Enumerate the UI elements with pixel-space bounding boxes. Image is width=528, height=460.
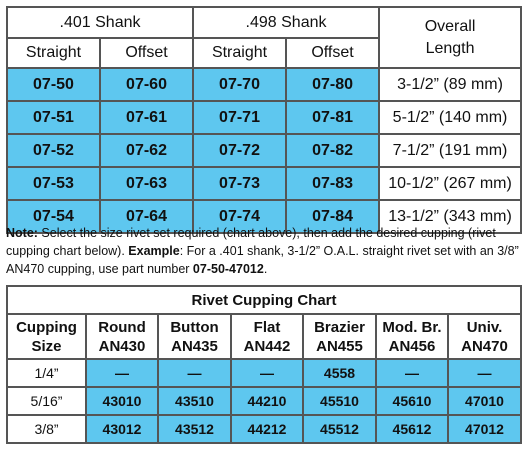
note-paragraph (6, 224, 522, 278)
table-row (7, 68, 521, 101)
table-row (7, 134, 521, 167)
offset-498-cell: 07-82 (286, 134, 379, 167)
table-row (7, 387, 521, 415)
overall-length-line1: Overall (424, 17, 476, 35)
note-text-1: Select the size rivet set required (chart above), then add the desired cupping (rivet cupping chart below). (6, 226, 496, 258)
offset-401-cell: 07-60 (100, 68, 193, 101)
header-line2: AN455 (316, 337, 363, 355)
cupping-value-cell: — (86, 359, 158, 387)
straight-401-cell: 07-54 (7, 200, 100, 233)
straight-401-cell: 07-53 (7, 167, 100, 200)
offset-401-cell: 07-62 (100, 134, 193, 167)
note-label: Note: (6, 226, 38, 240)
header-line2: AN435 (171, 337, 218, 355)
length-cell: 3-1/2” (89 mm) (379, 68, 521, 101)
table-row (7, 359, 521, 387)
cupping-value-cell: 44210 (231, 387, 303, 415)
offset-498-cell: 07-84 (286, 200, 379, 233)
header-line2: AN456 (388, 337, 436, 355)
straight-498-cell: 07-71 (193, 101, 286, 134)
table-row (7, 101, 521, 134)
offset-498-cell: 07-83 (286, 167, 379, 200)
shank-401-header: .401 Shank (7, 7, 193, 38)
offset-401-header: Offset (100, 38, 193, 68)
table-row (7, 167, 521, 200)
cupping-value-cell: 45612 (376, 415, 448, 443)
cupping-value-cell: 43012 (86, 415, 158, 443)
header-line1: Button (170, 318, 219, 336)
shank-498-header: .498 Shank (193, 7, 379, 38)
cupping-value-cell: — (448, 359, 521, 387)
length-cell: 5-1/2” (140 mm) (379, 101, 521, 134)
header-line1: Round (98, 318, 146, 336)
header-line1: Univ. (466, 318, 503, 336)
header-line1: Mod. Br. (382, 318, 442, 336)
offset-401-cell: 07-63 (100, 167, 193, 200)
length-cell: 7-1/2” (191 mm) (379, 134, 521, 167)
cupping-value-cell: — (158, 359, 231, 387)
header-line1: Cupping (16, 318, 77, 336)
cupping-size-header (7, 314, 86, 359)
rivet-cupping-chart (6, 285, 522, 444)
cupping-value-cell: 47010 (448, 387, 521, 415)
header-line1: Brazier (314, 318, 365, 336)
header-line1: Flat (253, 318, 281, 336)
cupping-value-cell: 43510 (158, 387, 231, 415)
length-cell: 10-1/2” (267 mm) (379, 167, 521, 200)
straight-498-cell: 07-72 (193, 134, 286, 167)
cupping-value-cell: 45510 (303, 387, 376, 415)
straight-498-cell: 07-70 (193, 68, 286, 101)
header-line2: AN430 (98, 337, 146, 355)
cupping-size-cell: 5/16” (7, 387, 86, 415)
cupping-value-cell: 45610 (376, 387, 448, 415)
straight-498-cell: 07-74 (193, 200, 286, 233)
overall-length-header (379, 7, 521, 68)
offset-498-header: Offset (286, 38, 379, 68)
length-cell: 13-1/2” (343 mm) (379, 200, 521, 233)
brazier-header (303, 314, 376, 359)
round-header (86, 314, 158, 359)
flat-header (231, 314, 303, 359)
header-line2: Size (31, 337, 62, 355)
offset-401-cell: 07-64 (100, 200, 193, 233)
button-header (158, 314, 231, 359)
straight-401-cell: 07-50 (7, 68, 100, 101)
cupping-value-cell: 44212 (231, 415, 303, 443)
table-row (7, 415, 521, 443)
header-line2: AN470 (461, 337, 508, 355)
offset-401-cell: 07-61 (100, 101, 193, 134)
example-label: Example (128, 244, 180, 258)
straight-498-cell: 07-73 (193, 167, 286, 200)
note-text-2: : For a .401 shank, 3-1/2” O.A.L. straight rivet set with an 3/8” AN470 cupping, use part number (6, 244, 519, 276)
straight-498-header: Straight (193, 38, 286, 68)
overall-length-line2: Length (425, 39, 475, 57)
cupping-value-cell: 45512 (303, 415, 376, 443)
straight-401-cell: 07-52 (7, 134, 100, 167)
offset-498-cell: 07-80 (286, 68, 379, 101)
cupping-chart-title: Rivet Cupping Chart (7, 286, 521, 314)
offset-498-cell: 07-81 (286, 101, 379, 134)
cupping-size-cell: 3/8” (7, 415, 86, 443)
cupping-value-cell: 43010 (86, 387, 158, 415)
cupping-value-cell: 47012 (448, 415, 521, 443)
header-line2: AN442 (243, 337, 291, 355)
part-number: 07-50-47012 (192, 262, 264, 276)
straight-401-header: Straight (7, 38, 100, 68)
mod-br-header (376, 314, 448, 359)
cupping-size-cell: 1/4” (7, 359, 86, 387)
cupping-value-cell: — (231, 359, 303, 387)
cupping-value-cell: 4558 (303, 359, 376, 387)
cupping-value-cell: 43512 (158, 415, 231, 443)
straight-401-cell: 07-51 (7, 101, 100, 134)
rivet-set-table (6, 6, 522, 234)
univ-header (448, 314, 521, 359)
note-end: . (263, 262, 268, 276)
cupping-value-cell: — (376, 359, 448, 387)
